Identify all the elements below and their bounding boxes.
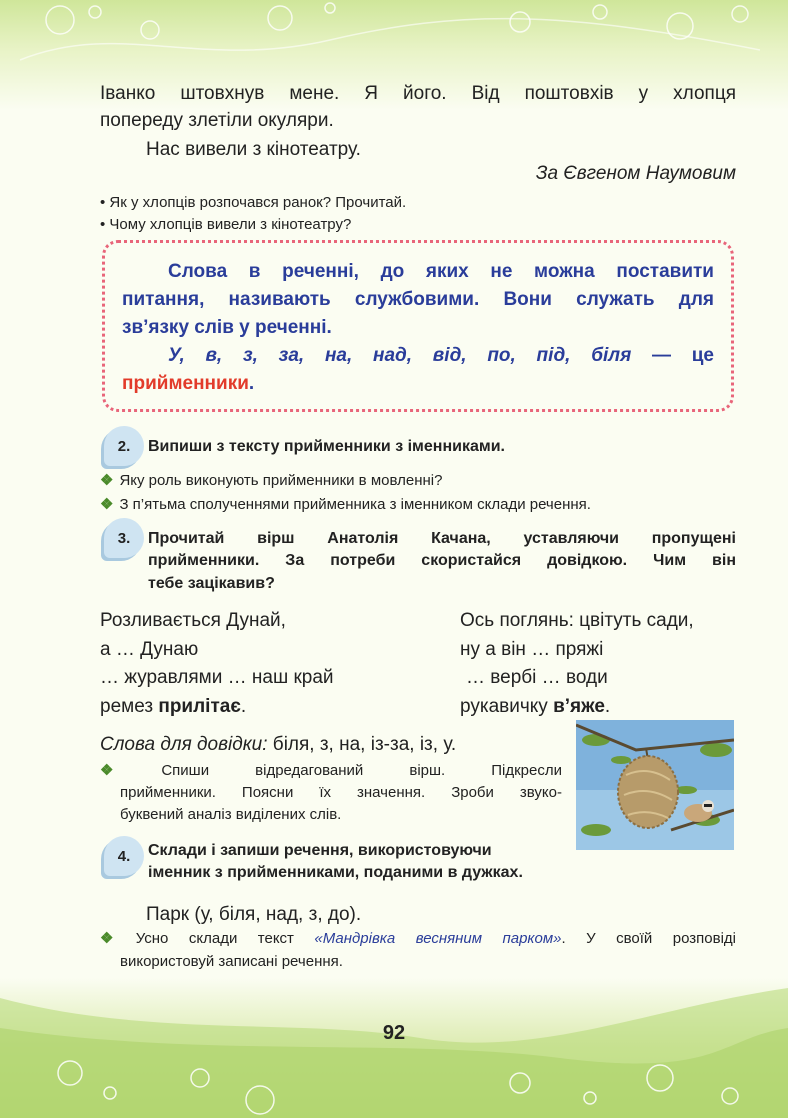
- page-number: 92: [382, 1022, 406, 1044]
- bubble-decoration-top: [0, 0, 788, 80]
- poem-left-line-4-post: .: [240, 695, 247, 717]
- story-line-1: Іванко штовхнув мене. Я його. Від поштовхів у хлопця: [100, 83, 736, 104]
- question-2-text: Чому хлопців вивели з кінотеатру?: [109, 216, 352, 233]
- poem-right-bold-word: в’яже: [553, 695, 605, 717]
- poem-right-line-4: [460, 693, 694, 722]
- task-2-sub-1: [100, 470, 736, 492]
- task-2-text: Випиши з тексту прийменники з іменниками.: [148, 438, 505, 455]
- poem-left-line-3: … журавлями … наш край: [100, 667, 334, 688]
- hint-label: Слова для довідки:: [100, 734, 268, 755]
- rule-examples: У, в, з, за, на, над, від, по, під, біля: [168, 345, 632, 366]
- question-1: • Як у хлопців розпочався ранок? Прочитай.: [100, 194, 407, 211]
- remez-nest-photo: [576, 720, 734, 850]
- story-author: За Євгеном Наумовим: [535, 163, 736, 184]
- task-4-badge: 4.: [104, 836, 144, 876]
- hint-line: [100, 731, 570, 758]
- diamond-icon: ❖: [100, 930, 130, 947]
- story-line-3: Нас вивели з кінотеатру.: [146, 139, 361, 160]
- rule-period: .: [248, 373, 255, 394]
- diamond-icon: ❖: [100, 472, 114, 489]
- task-4-text-title: «Мандрівка весняним парком»: [314, 930, 562, 947]
- poem-left-line-2: а … Дунаю: [100, 638, 199, 660]
- rule-examples-line: [122, 342, 714, 370]
- task-4-line-2: іменник з прийменниками, поданими в дужках.: [148, 864, 523, 881]
- rule-line-3: зв’язку слів у реченні.: [122, 317, 332, 338]
- poem-left-line-4: [100, 693, 334, 722]
- poem-right-line-1: Ось поглянь: цвітуть сади,: [460, 610, 694, 631]
- rule-line-2: питання, називають службовими. Вони служать для: [122, 289, 714, 310]
- task-2-sub-1-text: Яку роль виконують прийменники в мовленні?: [119, 472, 443, 489]
- diamond-icon: ❖: [100, 762, 156, 779]
- diamond-icon: ❖: [100, 496, 114, 513]
- task-3-line-1: Прочитай вірш Анатолія Качана, уставляючи пропущені: [148, 530, 736, 547]
- rule-dash: — це: [631, 345, 714, 366]
- poem-right-column: [460, 607, 694, 721]
- task-3-line-2: прийменники. За потреби скористайся довідкою. Чим він: [148, 552, 736, 569]
- poem-right-line-3: … вербі … води: [466, 667, 608, 688]
- task-3-badge: 3.: [104, 518, 144, 558]
- poem-right-line-2: ну а він … пряжі: [460, 638, 604, 660]
- task-2-sub-2: [100, 494, 736, 516]
- rule-term-line: [122, 370, 714, 398]
- task-3-sub-line-2: прийменники. Поясни їх значення. Зроби звуко-: [120, 784, 562, 801]
- hint-words: біля, з, на, із-за, із, у.: [267, 734, 457, 755]
- task-3-sub-line-1: [100, 760, 562, 782]
- rule-term: прийменники: [122, 373, 249, 394]
- poem-left-line-4-pre: ремез: [100, 695, 159, 717]
- question-2: • Чому хлопців вивели з кінотеатру?: [100, 216, 352, 233]
- poem-left-line-1: Розливається Дунай,: [100, 610, 286, 631]
- bubble-decoration-bottom: [0, 978, 788, 1118]
- story-line-2: попереду злетіли окуляри.: [100, 110, 334, 131]
- poem-right-line-4-post: .: [604, 695, 611, 717]
- poem-right-line-4-pre: рукавичку: [460, 695, 554, 717]
- task-2-badge: 2.: [104, 426, 144, 466]
- poem-left-column: [100, 607, 334, 721]
- task-3-line-3: тебе зацікавив?: [148, 575, 275, 592]
- task-4-example: Парк (у, біля, над, з, до).: [146, 904, 362, 925]
- task-4-sub-line-1: [100, 928, 736, 950]
- task-4-sub-post: . У своїй розповіді: [561, 930, 736, 947]
- question-1-text: Як у хлопців розпочався ранок? Прочитай.: [109, 194, 407, 211]
- task-4-sub-pre: Усно склади текст: [135, 930, 315, 947]
- task-4-sub-line-2: використовуй записані речення.: [120, 953, 343, 970]
- task-3-sub: [100, 760, 562, 826]
- task-4-line-1: Склади і запиши речення, використовуючи: [148, 842, 492, 859]
- poem-left-bold-word: прилітає: [158, 695, 241, 717]
- task-3-sub-line-3: буквений аналіз виділених слів.: [120, 806, 342, 823]
- task-3-sub-line-1-text: Спиши відредагований вірш. Підкресли: [161, 762, 563, 779]
- task-2-sub-2-text: З п’ятьма сполученнями прийменника з іменником склади речення.: [119, 496, 591, 513]
- rule-line-1: Слова в реченні, до яких не можна поставити: [168, 261, 714, 282]
